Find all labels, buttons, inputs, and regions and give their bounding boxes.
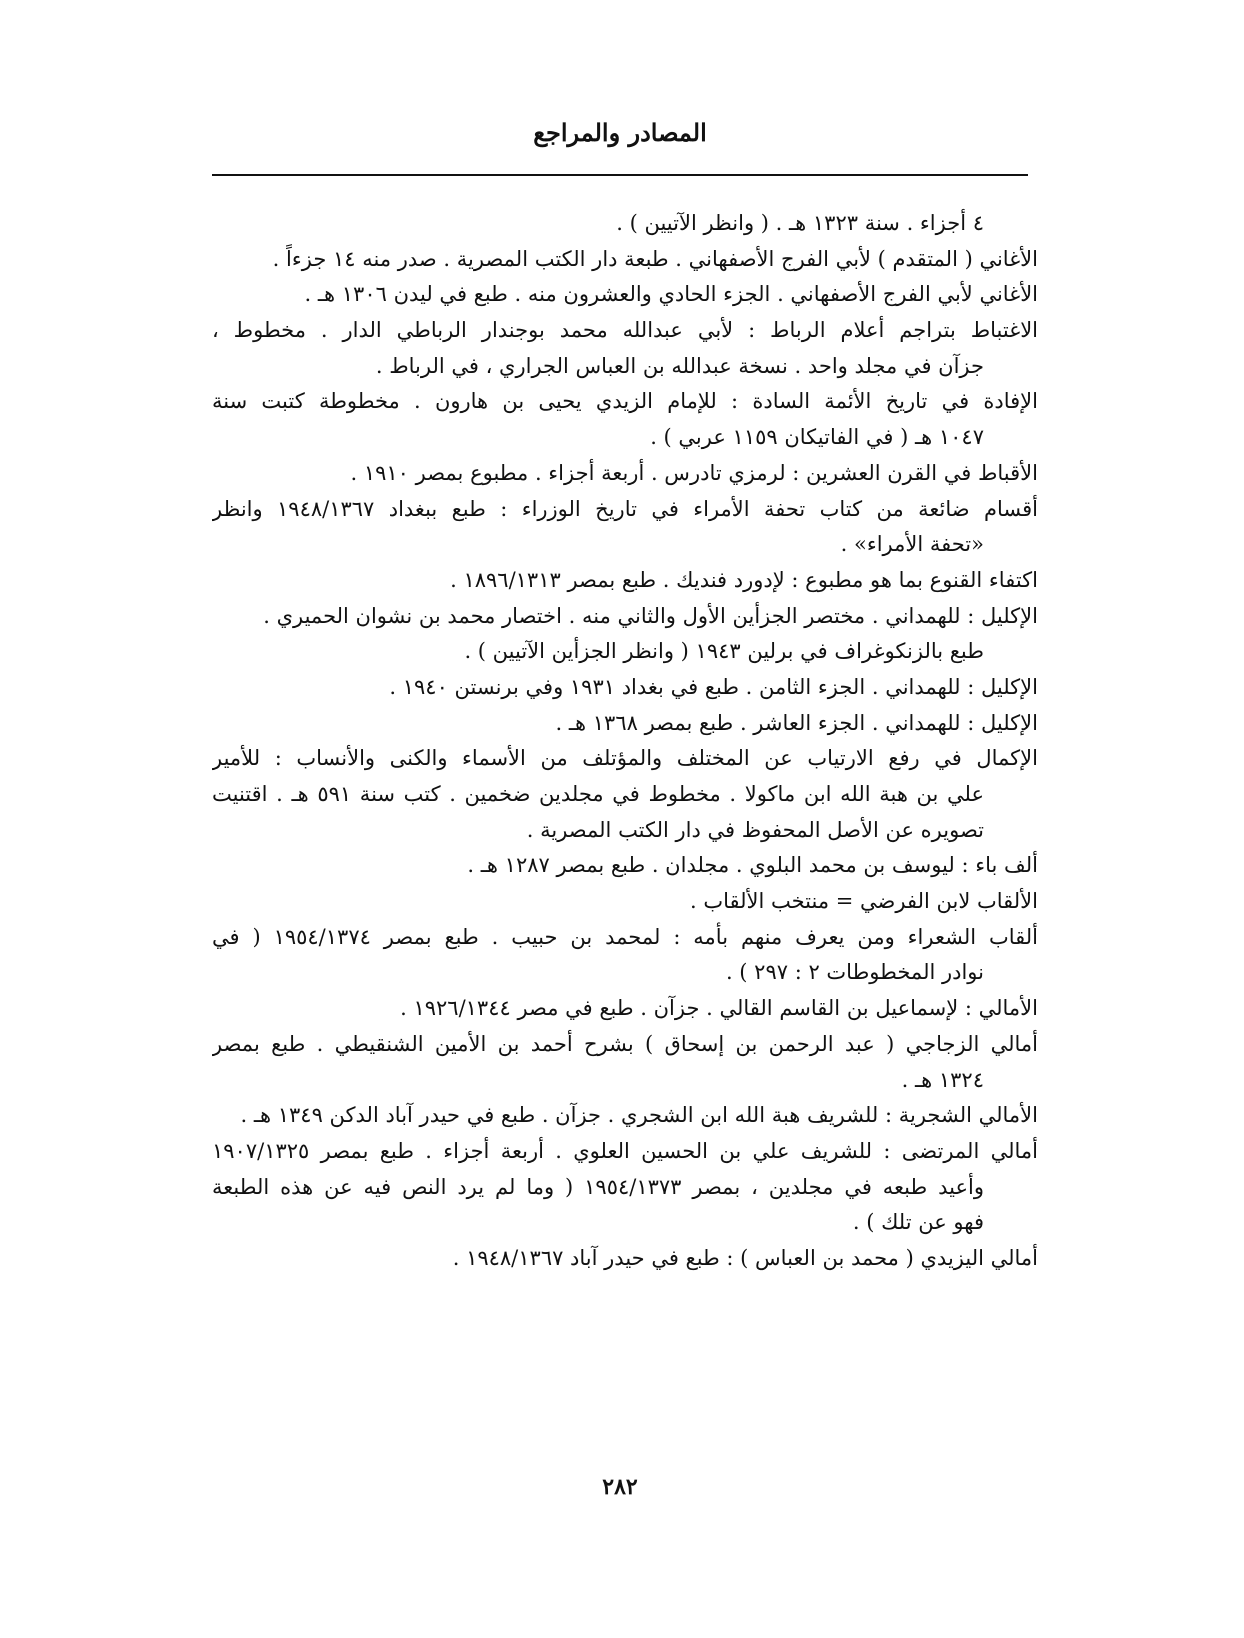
bibliography-entry-line: اكتفاء القنوع بما هو مطبوع : لإدورد فنديك . طبع بمصر ١٨٩٦/١٣١٣ . <box>450 567 1038 592</box>
bibliography-entry-line: أقسام ضائعة من كتاب تحفة الأمراء في تاريخ الوزراء : طبع ببغداد ١٩٤٨/١٣٦٧ وانظر <box>212 496 1038 521</box>
bibliography-entry-line: الأغاني ( المتقدم ) لأبي الفرج الأصفهاني . طبعة دار الكتب المصرية . صدر منه ١٤ جزءاً . <box>272 246 1038 271</box>
bibliography-entry-line: الإفادة في تاريخ الأئمة السادة : للإمام الزيدي يحيى بن هارون . مخطوطة كتبت سنة <box>212 389 1038 414</box>
bibliography-entry-line: ألف باء : ليوسف بن محمد البلوي . مجلدان . طبع بمصر ١٢٨٧ هـ . <box>467 853 1038 878</box>
bibliography-continuation-line: جزآن في مجلد واحد . نسخة عبدالله بن العباس الجراري ، في الرباط . <box>375 353 984 378</box>
bibliography-continuation-line: وأعيد طبعه في مجلدين ، بمصر ١٩٥٤/١٣٧٣ ( وما لم يرد النص فيه عن هذه الطبعة <box>212 1174 985 1199</box>
running-header: المصادر والمراجع <box>533 118 707 147</box>
bibliography-continuation-line: «تحفة الأمراء» . <box>840 532 984 557</box>
bibliography-continuation-line: طبع بالزنكوغراف في برلين ١٩٤٣ ( وانظر الجزأين الآتيين ) . <box>464 639 984 664</box>
bibliography-entry-line: الألقاب لابن الفرضي = منتخب الألقاب . <box>689 889 1038 914</box>
bibliography-entry-line: الإكمال في رفع الارتياب عن المختلف والمؤتلف من الأسماء والكنى والأنساب : للأمير <box>212 746 1038 771</box>
bibliography-entry-line: الأمالي : لإسماعيل بن القاسم القالي . جزآن . طبع في مصر ١٩٢٦/١٣٤٤ . <box>400 996 1038 1021</box>
bibliography-entry-line: ألقاب الشعراء ومن يعرف منهم بأمه : لمحمد بن حبيب . طبع بمصر ١٩٥٤/١٣٧٤ ( في <box>212 924 1038 949</box>
header-rule <box>212 174 1028 176</box>
bibliography-continuation-line: تصويره عن الأصل المحفوظ في دار الكتب المصرية . <box>526 817 984 842</box>
bibliography-continuation-line: ١٣٢٤ هـ . <box>901 1067 984 1092</box>
bibliography-entry-line: الأغاني لأبي الفرج الأصفهاني . الجزء الحادي والعشرون منه . طبع في ليدن ١٣٠٦ هـ . <box>304 282 1038 307</box>
bibliography-entry-line: الأمالي الشجرية : للشريف هبة الله ابن الشجري . جزآن . طبع في حيدر آباد الدكن ١٣٤٩ هـ . <box>240 1103 1038 1128</box>
bibliography-continuation-line: نوادر المخطوطات ٢ : ٢٩٧ ) . <box>725 960 984 985</box>
bibliography-entry-line: الإكليل : للهمداني . مختصر الجزأين الأول والثاني منه . اختصار محمد بن نشوان الحميري . <box>263 603 1038 628</box>
bibliography-continuation-line: ١٠٤٧ هـ ( في الفاتيكان ١١٥٩ عربي ) . <box>650 425 984 450</box>
bibliography-entry-line: الإكليل : للهمداني . الجزء العاشر . طبع بمصر ١٣٦٨ هـ . <box>555 710 1038 735</box>
bibliography-continuation-line: ٤ أجزاء . سنة ١٣٢٣ هـ . ( وانظر الآتيين ) . <box>616 211 984 235</box>
bibliography-entry-line: الإكليل : للهمداني . الجزء الثامن . طبع في بغداد ١٩٣١ وفي برنستن ١٩٤٠ . <box>389 674 1038 699</box>
bibliography-list <box>212 206 1038 1277</box>
bibliography-entry-line: أمالي المرتضى : للشريف علي بن الحسين العلوي . أربعة أجزاء . طبع بمصر ١٩٠٧/١٣٢٥ <box>212 1138 1038 1163</box>
bibliography-continuation-line: علي بن هبة الله ابن ماكولا . مخطوط في مجلدين ضخمين . كتب سنة ٥٩١ هـ . اقتنيت <box>212 782 984 806</box>
bibliography-entry-line: أمالي اليزيدي ( محمد بن العباس ) : طبع في حيدر آباد ١٩٤٨/١٣٦٧ . <box>452 1245 1038 1270</box>
bibliography-entry-line: الاغتباط بتراجم أعلام الرباط : لأبي عبدالله محمد بوجندار الرباطي الدار . مخطوط ، <box>212 318 1038 343</box>
bibliography-entry-line: الأقباط في القرن العشرين : لرمزي تادرس . أربعة أجزاء . مطبوع بمصر ١٩١٠ . <box>350 460 1038 485</box>
page-number: ٢٨٢ <box>602 1474 638 1500</box>
bibliography-continuation-line: فهو عن تلك ) . <box>852 1210 984 1235</box>
bibliography-entry-line: أمالي الزجاجي ( عبد الرحمن بن إسحاق ) بشرح أحمد بن الأمين الشنقيطي . طبع بمصر <box>212 1031 1038 1056</box>
